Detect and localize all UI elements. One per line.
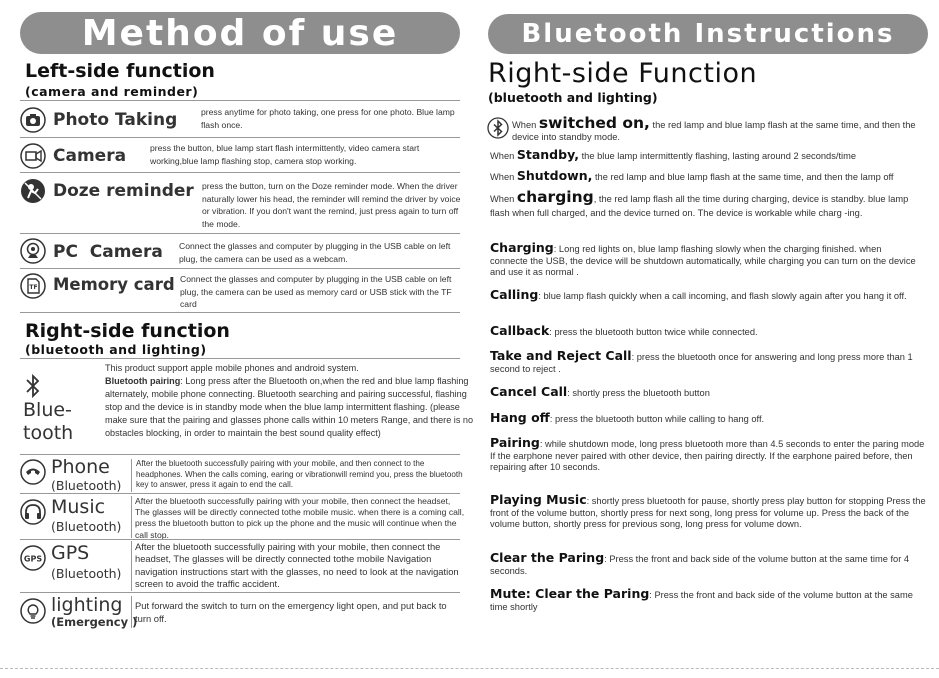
standby-key: Standby, bbox=[516, 147, 580, 162]
entry-text: : press the bluetooth button while calling to hang off. bbox=[549, 414, 765, 424]
feature-name-photo-taking: Photo Taking bbox=[53, 110, 178, 130]
entry-clear-paring bbox=[490, 552, 926, 577]
feature-desc-music: After the bluetooth successfully pairing with your mobile, then connect the headset, The glasses will be directly connected tothe mobile music. when there is a coming call, press the bluetooth button to pick up the phone and the music will continue when the call stop. bbox=[135, 496, 465, 540]
entry-take-reject-call bbox=[490, 350, 936, 375]
divider bbox=[131, 596, 132, 628]
bluetooth-pairing-title: Bluetooth pairing bbox=[105, 375, 181, 386]
feature-name-doze-reminder: Doze reminder bbox=[53, 181, 194, 201]
feature-desc-phone: After the bluetooth successfully pairing with your mobile, and then connect to the headphones. When the calls coming, earing or vibrationwill remind you, press the bluetooth key to answer, press it again to end the call. bbox=[136, 459, 463, 489]
light-bulb-icon bbox=[20, 598, 46, 624]
entry-key: Mute: Clear the Paring bbox=[490, 586, 650, 601]
feature-name-gps: GPS bbox=[51, 542, 90, 564]
webcam-icon bbox=[20, 238, 46, 264]
shutdown-key: Shutdown, bbox=[516, 168, 593, 183]
entry-text: : shortly press bluetooth for pause, shortly press play button for stopping Press the front of the volume button, shortly press for next song, long press for volume up. Press the back of the volume button, shortly press for previous song, long press for volume down. bbox=[490, 496, 926, 530]
entry-cancel-call bbox=[490, 386, 930, 400]
bluetooth-description bbox=[105, 362, 473, 439]
divider bbox=[20, 172, 460, 173]
svg-text:TF: TF bbox=[29, 284, 38, 291]
divider bbox=[20, 539, 460, 540]
divider bbox=[20, 100, 460, 101]
entry-text: : blue lamp flash quickly when a call incoming, and flash slowly again after you hang it off. bbox=[538, 291, 907, 301]
entry-text: : Long red lights on, blue lamp flashing slowly when the charging finished. when connecte the USB, the device will be shutdown automatically, while charging you can turn on the device and use it as normal . bbox=[490, 244, 916, 278]
entry-key: Charging bbox=[490, 240, 554, 255]
entry-text: : Press the front and back side of the volume button at the same time shortly bbox=[490, 590, 913, 612]
entry-text: : press the bluetooth button twice while connected. bbox=[549, 327, 758, 337]
left-side-subtitle: (camera and reminder) bbox=[25, 84, 199, 99]
switched-on-text: the red lamp and blue lamp flash at the same time, and then the device into standby mode. bbox=[512, 120, 916, 142]
divider bbox=[20, 233, 460, 234]
bluetooth-instructions-banner: Bluetooth Instructions bbox=[488, 14, 928, 54]
entry-pairing bbox=[490, 437, 926, 474]
entry-key: Pairing bbox=[490, 435, 540, 450]
feature-desc-camera: press the button, blue lamp start flash intermittently, video camera start working,blue lamp flashing stop, camera stop working. bbox=[150, 143, 420, 166]
bluetooth-pairing-text: : Long press after the Bluetooth on,when the red and blue lamp flashing alternately, mobile phone connecting. Bluetooth searching and pairing successful, flashing stop and the device is in standby mode when the blue lamp intermittent flashing. (please make sure that the pairing and glasses phone calls within 10 meters Range, and there is no obstacles blocking, in order to maintain the best sound quality effect) bbox=[105, 375, 474, 438]
switched-on-key: switched on, bbox=[538, 114, 650, 132]
feature-name-pc-camera: PC Camera bbox=[53, 242, 163, 262]
divider bbox=[20, 312, 460, 313]
feature-name-phone: Phone bbox=[51, 456, 110, 478]
entry-key: Take and Reject Call bbox=[490, 348, 632, 363]
entry-mute-clear-paring bbox=[490, 588, 920, 613]
standby-prefix: When bbox=[490, 151, 517, 161]
feature-name-memory-card: Memory card bbox=[53, 275, 175, 294]
svg-text:GPS: GPS bbox=[23, 554, 43, 564]
feature-name-camera: Camera bbox=[53, 146, 127, 166]
entry-text: : while shutdown mode, long press bluetooth more than 4.5 seconds to enter the paring mode If the earphone never paired with other device, then pairing directly. If the earphone paired before, then repairing after 10 seconds. bbox=[490, 439, 925, 473]
divider bbox=[20, 454, 460, 455]
divider bbox=[20, 268, 460, 269]
shutdown-state bbox=[490, 170, 930, 184]
entry-key: Callback bbox=[490, 323, 550, 338]
entry-callback bbox=[490, 325, 930, 339]
right-side-subtitle-left: (bluetooth and lighting) bbox=[25, 342, 207, 357]
entry-playing-music bbox=[490, 494, 930, 531]
feature-desc-lighting: Put forward the switch to turn on the emergency light open, and put back to turn off. bbox=[135, 600, 447, 624]
feature-desc-memory-card: Connect the glasses and computer by plugging in the USB cable on left plug, the camera can be used as memory card or USB stick with the TF card bbox=[180, 274, 452, 310]
right-side-function-subtitle: (bluetooth and lighting) bbox=[488, 90, 658, 105]
entry-text: : shortly press the bluetooth button bbox=[567, 388, 710, 398]
bluetooth-label-line2: tooth bbox=[23, 422, 74, 444]
doze-icon bbox=[20, 178, 46, 204]
entry-hang-off bbox=[490, 412, 930, 426]
phone-icon bbox=[20, 459, 46, 485]
entry-key: Calling bbox=[490, 287, 539, 302]
divider bbox=[131, 496, 132, 538]
video-camera-icon bbox=[20, 143, 46, 169]
tf-card-icon bbox=[20, 273, 46, 299]
feature-name-lighting: lighting bbox=[51, 594, 123, 616]
divider bbox=[20, 358, 460, 359]
divider bbox=[20, 137, 460, 138]
headphones-icon bbox=[20, 499, 46, 525]
feature-sub-gps: (Bluetooth) bbox=[51, 566, 122, 581]
bluetooth-pairing-paragraph bbox=[105, 375, 473, 440]
divider bbox=[20, 493, 460, 494]
feature-sub-music: (Bluetooth) bbox=[51, 519, 122, 534]
bluetooth-intro: This product support apple mobile phones and android system. bbox=[105, 363, 359, 373]
standby-text: the blue lamp intermittently flashing, lasting around 2 seconds/time bbox=[579, 151, 857, 161]
left-side-title: Left-side function bbox=[25, 60, 215, 82]
method-of-use-banner: Method of use bbox=[20, 12, 460, 54]
entry-text: : Press the front and back side of the volume button at the same time for 4 seconds. bbox=[490, 554, 910, 576]
shutdown-text: the red lamp and blue lamp flash at the same time, and then the lamp off bbox=[592, 172, 894, 182]
bluetooth-icon-small bbox=[487, 117, 509, 144]
feature-desc-gps: After the bluetooth successfully pairing with your mobile, then connect the headset, The glasses will be directly connected tothe mobile Navigation navigation instructions start with the glasses, no need to look at the navigation screen to avoid the traffic accident. bbox=[135, 541, 459, 589]
feature-sub-phone: (Bluetooth) bbox=[51, 478, 122, 493]
charging-text: , the red lamp flash all the time during charging, device is standby. blue lamp flash when full charged, and the device turned on. The device is workable while charg -ing. bbox=[490, 194, 909, 218]
shutdown-prefix: When bbox=[490, 172, 517, 182]
feature-desc-pc-camera: Connect the glasses and computer by plugging in the USB cable on left plug, the camera can be used as a webcam. bbox=[179, 241, 451, 264]
gps-icon bbox=[20, 545, 46, 571]
charging-state bbox=[490, 188, 930, 220]
entry-text: : press the bluetooth once for answering and long press more than 1 second to reject . bbox=[490, 352, 913, 374]
feature-desc-photo-taking: press anytime for photo taking, one press for one photo. Blue lamp flash once. bbox=[201, 107, 455, 130]
camera-icon bbox=[20, 107, 46, 133]
charging-key: charging bbox=[516, 188, 594, 206]
charging-prefix: When bbox=[490, 194, 517, 204]
divider bbox=[131, 459, 132, 492]
entry-charging bbox=[490, 242, 920, 279]
switched-on-state bbox=[512, 114, 930, 143]
right-side-title-left: Right-side function bbox=[25, 320, 230, 342]
entry-key: Playing Music bbox=[490, 492, 587, 507]
entry-key: Hang off bbox=[490, 410, 550, 425]
bottom-border bbox=[0, 668, 939, 669]
entry-key: Clear the Paring bbox=[490, 550, 605, 565]
divider bbox=[131, 541, 132, 591]
entry-calling bbox=[490, 289, 930, 303]
feature-sub-lighting: (Emergency ) bbox=[51, 615, 138, 629]
right-side-function-title: Right-side Function bbox=[488, 58, 758, 89]
switched-on-prefix: When bbox=[512, 120, 539, 130]
entry-key: Cancel Call bbox=[490, 384, 568, 399]
divider bbox=[20, 592, 460, 593]
standby-state bbox=[490, 149, 930, 163]
bluetooth-label-line1: Blue- bbox=[23, 399, 72, 421]
feature-name-music: Music bbox=[51, 496, 106, 518]
feature-desc-doze-reminder: press the button, turn on the Doze reminder mode. When the driver naturally lower his head, the reminder will remind the driver by voice or vibration. If you don't want the remind, just press again to turn off the mode. bbox=[202, 181, 461, 229]
